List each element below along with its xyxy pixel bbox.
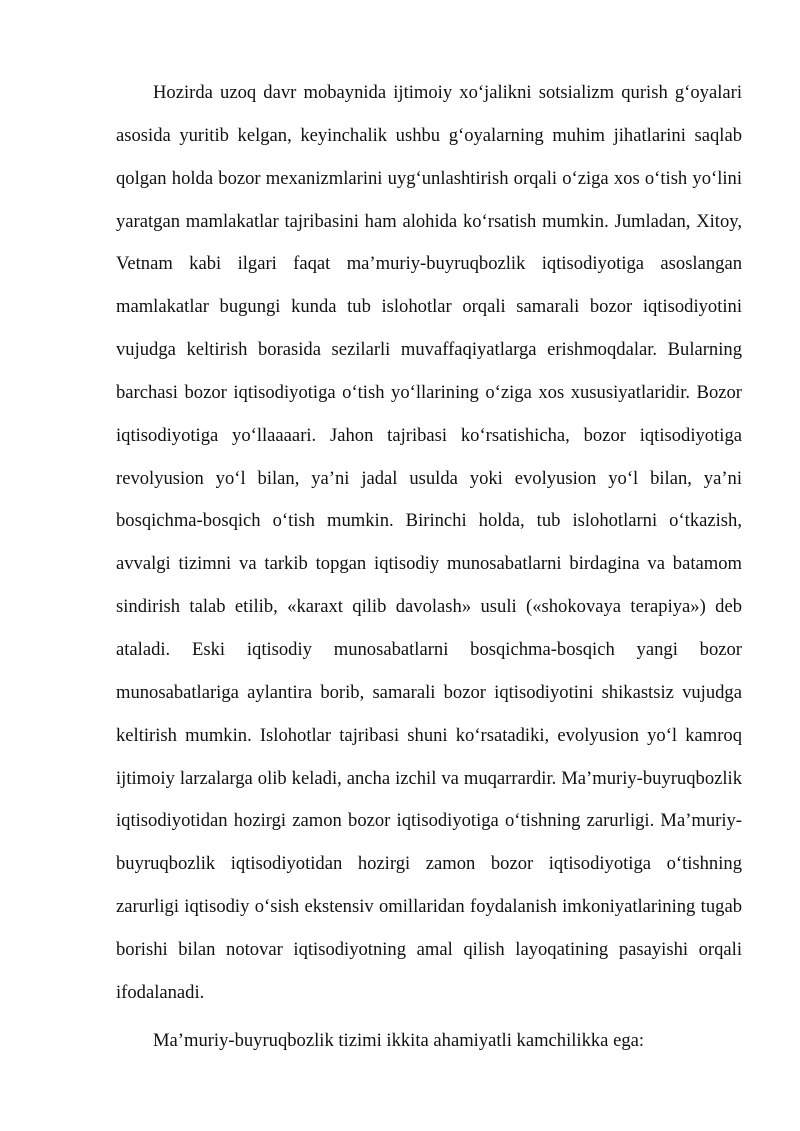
paragraph-transition-experience: Hozirda uzoq davr mobaynida ijtimoiy xo‘jalikni sotsializm qurish g‘oyalari asosida yuritib kelgan, keyinchalik ushbu g‘oyalarning muhim jihatlarini saqlab qolgan holda bozor mexanizmlarini uyg‘unlashtirish orqali o‘ziga xos o‘tish yo‘lini yaratgan mamlakatlar tajribasini ham alohida ko‘rsatish mumkin. Jumladan, Xitoy, Vetnam kabi ilgari faqat ma’muriy-buyruqbozlik iqtisodiyotiga asoslangan mamlakatlar bugungi kunda tub islohotlar orqali samarali bozor iqtisodiyotini vujudga keltirish borasida sezilarli muvaffaqiyatlarga erishmoqdalar. Bularning barchasi bozor iqtisodiyotiga o‘tish yo‘llarining o‘ziga xos xususiyatlaridir. Bozor iqtisodiyotiga yo‘llaaaari. Jahon tajribasi ko‘rsatishicha, bozor iqtisodiyotiga revolyusion yo‘l bilan, ya’ni jadal usulda yoki evolyusion yo‘l bilan, ya’ni bosqichma-bosqich o‘tish mumkin. Birinchi holda, tub islohotlarni o‘tkazish, avvalgi tizimni va tarkib topgan iqtisodiy munosabatlarni birdagina va batamom sindirish talab etilib, «karaxt qilib davolash» usuli («shokovaya terapiya») deb ataladi. Eski iqtisodiy munosabatlarni bosqichma-bosqich yangi bozor munosabatlariga aylantira borib, samarali bozor iqtisodiyotini shikastsiz vujudga keltirish mumkin. Islohotlar tajribasi shuni ko‘rsatadiki, evolyusion yo‘l kamroq ijtimoiy larzalarga olib keladi, ancha izchil va muqarrardir. Ma’muriy-buyruqbozlik iqtisodiyotidan hozirgi zamon bozor iqtisodiyotiga o‘tishning zarurligi. Ma’muriy-buyruqbozlik iqtisodiyotidan hozirgi zamon bozor iqtisodiyotiga o‘tishning zarurligi iqtisodiy o‘sish ekstensiv omillaridan foydalanish imkoniyatlarining tugab borishi bilan notovar iqtisodiyotning amal qilish layoqatining pasayishi orqali ifodalanadi. [116,82,742,1003]
paragraph-system-shortcomings: Ma’muriy-buyruqbozlik tizimi ikkita ahamiyatli kamchilikka ega: [153,1029,645,1051]
document-body [116,72,742,1062]
